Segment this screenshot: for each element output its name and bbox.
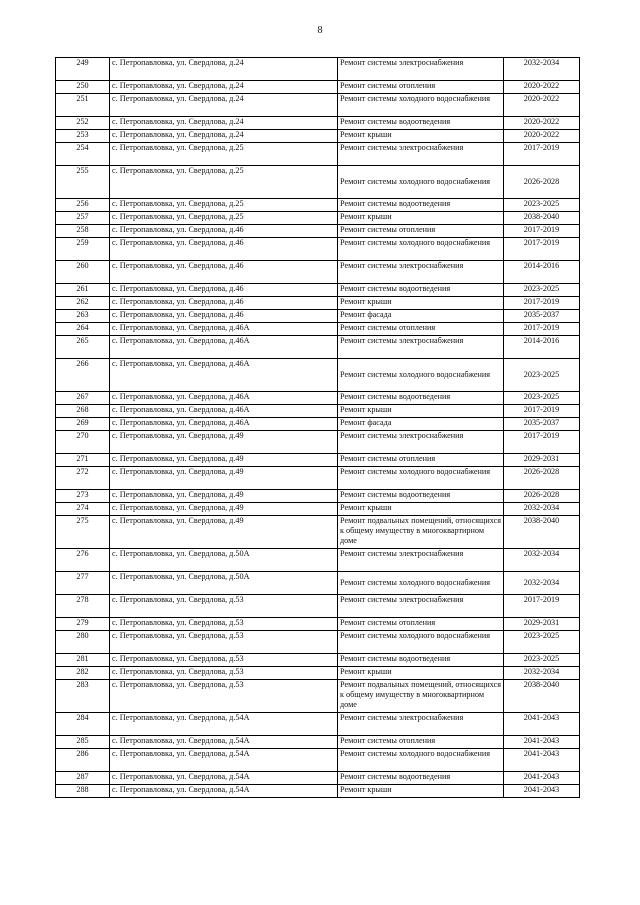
row-work-type: Ремонт системы отопления [338,323,504,336]
row-address: с. Петропавловка, ул. Свердлова, д.46 [110,225,338,238]
table-row [56,736,580,749]
row-period: 2026-2028 [504,166,580,199]
table-row [56,117,580,130]
page-number: 8 [317,25,323,36]
row-work-type: Ремонт системы водоотведения [338,772,504,785]
row-period: 2020-2022 [504,81,580,94]
row-number: 250 [56,81,110,94]
row-period: 2023-2025 [504,654,580,667]
row-address: с. Петропавловка, ул. Свердлова, д.53 [110,654,338,667]
table-row [56,785,580,798]
row-number: 254 [56,143,110,166]
row-address: с. Петропавловка, ул. Свердлова, д.53 [110,631,338,654]
row-number: 264 [56,323,110,336]
row-address: с. Петропавловка, ул. Свердлова, д.25 [110,212,338,225]
row-number: 249 [56,58,110,81]
row-period: 2026-2028 [504,490,580,503]
table-row [56,572,580,595]
row-work-type: Ремонт системы холодного водоснабжения [338,238,504,261]
row-number: 253 [56,130,110,143]
row-work-type: Ремонт крыши [338,785,504,798]
row-address: с. Петропавловка, ул. Свердлова, д.49 [110,503,338,516]
row-number: 288 [56,785,110,798]
table-row [56,238,580,261]
row-work-type: Ремонт системы отопления [338,736,504,749]
row-address: с. Петропавловка, ул. Свердлова, д.49 [110,516,338,549]
row-number: 260 [56,261,110,284]
row-number: 282 [56,667,110,680]
row-period: 2041-2043 [504,736,580,749]
table-row [56,772,580,785]
row-address: с. Петропавловка, ул. Свердлова, д.46А [110,392,338,405]
row-address: с. Петропавловка, ул. Свердлова, д.49 [110,431,338,454]
row-work-type: Ремонт системы электроснабжения [338,58,504,81]
row-work-type: Ремонт системы холодного водоснабжения [338,359,504,392]
row-number: 284 [56,713,110,736]
row-number: 255 [56,166,110,199]
table-row [56,454,580,467]
table-row [56,297,580,310]
table-row [56,490,580,503]
row-period: 2041-2043 [504,772,580,785]
table-row [56,94,580,117]
row-work-type: Ремонт системы электроснабжения [338,431,504,454]
row-number: 259 [56,238,110,261]
table-row [56,654,580,667]
row-number: 257 [56,212,110,225]
row-address: с. Петропавловка, ул. Свердлова, д.54А [110,772,338,785]
row-period: 2014-2016 [504,336,580,359]
row-number: 271 [56,454,110,467]
row-address: с. Петропавловка, ул. Свердлова, д.25 [110,143,338,166]
row-work-type: Ремонт системы электроснабжения [338,143,504,166]
row-work-type: Ремонт системы холодного водоснабжения [338,631,504,654]
table-row [56,143,580,166]
row-period: 2026-2028 [504,467,580,490]
table-row [56,359,580,392]
row-work-type: Ремонт системы водоотведения [338,117,504,130]
row-work-type: Ремонт системы электроснабжения [338,595,504,618]
table-row [56,467,580,490]
row-work-type: Ремонт фасада [338,418,504,431]
row-work-type: Ремонт системы электроснабжения [338,336,504,359]
row-work-type: Ремонт подвальных помещений, относящихся к общему имуществу в многоквартирном доме [338,680,504,713]
row-work-type: Ремонт системы электроснабжения [338,713,504,736]
table-row [56,130,580,143]
table-row [56,225,580,238]
row-address: с. Петропавловка, ул. Свердлова, д.46 [110,310,338,323]
row-address: с. Петропавловка, ул. Свердлова, д.46А [110,336,338,359]
row-address: с. Петропавловка, ул. Свердлова, д.24 [110,81,338,94]
table-row [56,212,580,225]
row-period: 2023-2025 [504,392,580,405]
row-work-type: Ремонт системы холодного водоснабжения [338,166,504,199]
row-number: 267 [56,392,110,405]
row-address: с. Петропавловка, ул. Свердлова, д.46А [110,405,338,418]
row-work-type: Ремонт системы холодного водоснабжения [338,467,504,490]
row-work-type: Ремонт крыши [338,212,504,225]
table-body [56,58,580,798]
table-row [56,516,580,549]
row-address: с. Петропавловка, ул. Свердлова, д.54А [110,785,338,798]
row-address: с. Петропавловка, ул. Свердлова, д.24 [110,58,338,81]
row-work-type: Ремонт системы электроснабжения [338,261,504,284]
row-number: 274 [56,503,110,516]
row-work-type: Ремонт системы водоотведения [338,284,504,297]
row-number: 263 [56,310,110,323]
table-row [56,261,580,284]
row-address: с. Петропавловка, ул. Свердлова, д.53 [110,667,338,680]
row-period: 2020-2022 [504,117,580,130]
row-work-type: Ремонт системы водоотведения [338,490,504,503]
row-period: 2014-2016 [504,261,580,284]
row-period: 2023-2025 [504,359,580,392]
row-address: с. Петропавловка, ул. Свердлова, д.46 [110,238,338,261]
repair-schedule-table [55,57,580,798]
row-address: с. Петропавловка, ул. Свердлова, д.46А [110,323,338,336]
row-address: с. Петропавловка, ул. Свердлова, д.53 [110,680,338,713]
row-number: 285 [56,736,110,749]
table-row [56,284,580,297]
row-number: 269 [56,418,110,431]
row-number: 266 [56,359,110,392]
table-row [56,310,580,323]
row-number: 256 [56,199,110,212]
table-row [56,336,580,359]
row-period: 2020-2022 [504,130,580,143]
row-number: 278 [56,595,110,618]
row-period: 2041-2043 [504,713,580,736]
row-address: с. Петропавловка, ул. Свердлова, д.50А [110,549,338,572]
row-address: с. Петропавловка, ул. Свердлова, д.54А [110,749,338,772]
row-address: с. Петропавловка, ул. Свердлова, д.54А [110,736,338,749]
row-work-type: Ремонт системы водоотведения [338,392,504,405]
row-period: 2017-2019 [504,323,580,336]
row-address: с. Петропавловка, ул. Свердлова, д.46 [110,297,338,310]
table-row [56,392,580,405]
row-period: 2029-2031 [504,454,580,467]
row-number: 270 [56,431,110,454]
row-number: 265 [56,336,110,359]
table-row [56,749,580,772]
row-period: 2017-2019 [504,143,580,166]
table-row [56,680,580,713]
row-period: 2032-2034 [504,572,580,595]
row-number: 252 [56,117,110,130]
table-row [56,713,580,736]
row-period: 2038-2040 [504,516,580,549]
row-address: с. Петропавловка, ул. Свердлова, д.24 [110,94,338,117]
row-address: с. Петропавловка, ул. Свердлова, д.25 [110,199,338,212]
table-row [56,81,580,94]
row-number: 275 [56,516,110,549]
row-number: 251 [56,94,110,117]
row-number: 276 [56,549,110,572]
row-work-type: Ремонт крыши [338,503,504,516]
row-work-type: Ремонт фасада [338,310,504,323]
row-period: 2032-2034 [504,503,580,516]
row-work-type: Ремонт системы холодного водоснабжения [338,749,504,772]
row-work-type: Ремонт системы отопления [338,225,504,238]
table-row [56,405,580,418]
row-period: 2023-2025 [504,631,580,654]
row-work-type: Ремонт системы холодного водоснабжения [338,572,504,595]
row-period: 2017-2019 [504,405,580,418]
row-address: с. Петропавловка, ул. Свердлова, д.53 [110,618,338,631]
row-address: с. Петропавловка, ул. Свердлова, д.46 [110,284,338,297]
row-period: 2035-2037 [504,418,580,431]
row-work-type: Ремонт подвальных помещений, относящихся к общему имуществу в многоквартирном доме [338,516,504,549]
row-number: 279 [56,618,110,631]
row-work-type: Ремонт системы отопления [338,454,504,467]
table-row [56,166,580,199]
row-period: 2032-2034 [504,667,580,680]
table-row [56,323,580,336]
table-row [56,631,580,654]
row-work-type: Ремонт системы холодного водоснабжения [338,94,504,117]
row-work-type: Ремонт системы отопления [338,81,504,94]
row-period: 2017-2019 [504,595,580,618]
table-row [56,667,580,680]
row-number: 272 [56,467,110,490]
row-period: 2032-2034 [504,58,580,81]
row-period: 2017-2019 [504,225,580,238]
row-address: с. Петропавловка, ул. Свердлова, д.53 [110,595,338,618]
row-address: с. Петропавловка, ул. Свердлова, д.24 [110,117,338,130]
table-row [56,503,580,516]
row-address: с. Петропавловка, ул. Свердлова, д.49 [110,490,338,503]
row-address: с. Петропавловка, ул. Свердлова, д.54А [110,713,338,736]
row-work-type: Ремонт системы водоотведения [338,654,504,667]
row-work-type: Ремонт системы водоотведения [338,199,504,212]
row-number: 268 [56,405,110,418]
row-work-type: Ремонт крыши [338,405,504,418]
row-period: 2038-2040 [504,680,580,713]
row-number: 261 [56,284,110,297]
table-row [56,431,580,454]
row-period: 2038-2040 [504,212,580,225]
row-period: 2035-2037 [504,310,580,323]
row-number: 280 [56,631,110,654]
row-number: 281 [56,654,110,667]
row-period: 2020-2022 [504,94,580,117]
row-period: 2023-2025 [504,199,580,212]
row-period: 2029-2031 [504,618,580,631]
row-period: 2023-2025 [504,284,580,297]
row-number: 287 [56,772,110,785]
row-address: с. Петропавловка, ул. Свердлова, д.49 [110,467,338,490]
row-work-type: Ремонт крыши [338,297,504,310]
row-period: 2017-2019 [504,238,580,261]
row-number: 273 [56,490,110,503]
row-work-type: Ремонт крыши [338,667,504,680]
row-period: 2017-2019 [504,297,580,310]
row-address: с. Петропавловка, ул. Свердлова, д.46А [110,359,338,392]
row-work-type: Ремонт системы электроснабжения [338,549,504,572]
row-number: 277 [56,572,110,595]
row-address: с. Петропавловка, ул. Свердлова, д.46 [110,261,338,284]
row-work-type: Ремонт системы отопления [338,618,504,631]
row-number: 262 [56,297,110,310]
row-address: с. Петропавловка, ул. Свердлова, д.25 [110,166,338,199]
row-address: с. Петропавловка, ул. Свердлова, д.50А [110,572,338,595]
row-period: 2041-2043 [504,785,580,798]
table-row [56,618,580,631]
row-number: 286 [56,749,110,772]
row-number: 283 [56,680,110,713]
row-address: с. Петропавловка, ул. Свердлова, д.46А [110,418,338,431]
row-work-type: Ремонт крыши [338,130,504,143]
row-address: с. Петропавловка, ул. Свердлова, д.24 [110,130,338,143]
table-row [56,58,580,81]
row-period: 2017-2019 [504,431,580,454]
table-row [56,199,580,212]
table-row [56,595,580,618]
row-number: 258 [56,225,110,238]
table-row [56,418,580,431]
row-period: 2032-2034 [504,549,580,572]
row-period: 2041-2043 [504,749,580,772]
row-address: с. Петропавловка, ул. Свердлова, д.49 [110,454,338,467]
table-row [56,549,580,572]
